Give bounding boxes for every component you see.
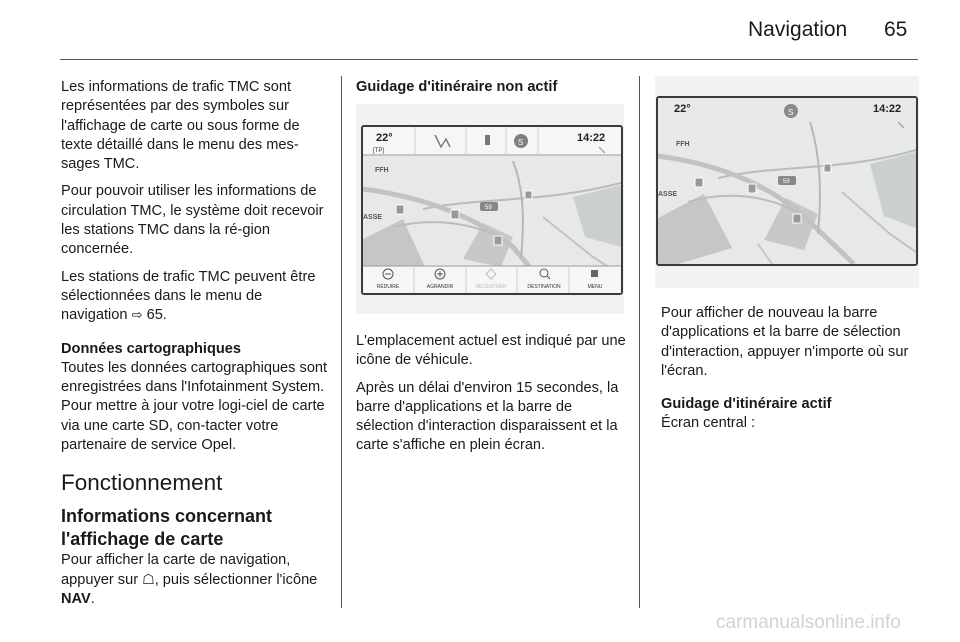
app-phone-icon[interactable] xyxy=(485,135,490,145)
paragraph-central-screen: Écran central : xyxy=(661,415,756,432)
paragraph-restore-bars: Pour afficher de nouveau la barre d'applications et la barre de sélection d'interaction, appuyer n'importe où sur l'écran. xyxy=(661,305,909,379)
show-map-text-a: Pour afficher la carte de navigation, appuyer sur xyxy=(61,552,291,588)
infotainment-screen-with-bars xyxy=(361,125,623,295)
paragraph-map-data: Toutes les données cartographiques sont enregistrées dans l'Infotainment System. Pour mettre à jour votre logi-ciel de carte via une carte SD, con-tacter votre partenaire de service Opel. xyxy=(61,359,328,454)
map-view-2 xyxy=(658,98,916,264)
column-2-body xyxy=(356,332,628,464)
header-rule xyxy=(60,59,918,60)
paragraph-tmc-menu-text: Les stations de trafic TMC peuvent être sélectionnées dans le menu de navigation xyxy=(61,268,316,324)
column-divider-2 xyxy=(639,76,640,608)
cross-reference-link[interactable]: 65. xyxy=(146,307,167,324)
tp-label: [TP] xyxy=(373,148,385,154)
zoom-in-label: AGRANDIR xyxy=(426,284,454,290)
poi-marker-3-icon-2 xyxy=(824,164,831,172)
home-icon: ☖ xyxy=(142,571,155,588)
map-label-ffh-2: FFH xyxy=(676,141,690,148)
cross-reference-arrow-icon: ⇨ xyxy=(131,308,143,324)
subheading-route-inactive: Guidage d'itinéraire non actif xyxy=(356,79,558,95)
paragraph-vehicle-icon: L'emplacement actuel est indiqué par une icône de véhicule. xyxy=(356,333,626,369)
poi-marker-1-icon xyxy=(396,205,404,214)
subsection-heading: Informations concernant l'affichage de carte xyxy=(61,506,273,550)
show-map-text-b: , puis sélectionner l'icône xyxy=(154,571,318,588)
poi-marker-3-icon xyxy=(525,191,532,199)
clock-label: 14:22 xyxy=(577,132,606,144)
map-label-asse: ASSE xyxy=(363,214,383,221)
column-1 xyxy=(61,78,331,617)
menu-icon xyxy=(591,270,598,277)
zoom-out-label: RÉDUIRE xyxy=(376,284,400,290)
page-number: 65 xyxy=(884,18,908,41)
map-label-ffh: FFH xyxy=(375,167,389,174)
road-number-label: 59 xyxy=(485,205,492,211)
menu-label: MENU xyxy=(587,284,603,290)
destination-label: DESTINATION xyxy=(527,284,561,290)
source-badge-label: S xyxy=(518,138,524,147)
recenter-label: RECENTRER xyxy=(475,284,507,290)
infotainment-screen-fullscreen xyxy=(656,96,918,266)
poi-marker-1-icon-2 xyxy=(695,178,703,187)
temperature-label: 22° xyxy=(376,132,393,144)
road-number-label-2: 59 xyxy=(783,179,790,185)
source-badge-label-2: S xyxy=(788,108,794,117)
column-2 xyxy=(356,78,628,97)
show-map-text-end: . xyxy=(90,590,95,607)
paragraph-tmc-symbols: Les informations de trafic TMC sont représentées par des symboles sur l'affichage de carte ou sous forme de texte détaillé dans le menu des mes-sages TMC. xyxy=(61,79,300,173)
vehicle-position-icon-2 xyxy=(793,214,801,223)
watermark: carmanualsonline.info xyxy=(716,612,901,633)
poi-marker-2-icon xyxy=(451,210,459,219)
paragraph-auto-hide: Après un délai d'environ 15 secondes, la barre d'applications et la barre de sélection d'interaction disparaissent et la carte s'affiche en plein écran. xyxy=(356,379,619,454)
paragraph-show-map xyxy=(61,551,331,609)
subheading-map-data: Données cartographiques xyxy=(61,340,242,357)
temperature-label-2: 22° xyxy=(674,103,691,115)
clock-label-2: 14:22 xyxy=(873,103,902,115)
nav-label: NAV xyxy=(61,590,91,607)
map-view-1 xyxy=(363,127,621,293)
poi-marker-2-icon-2 xyxy=(748,184,756,193)
column-divider-1 xyxy=(341,76,342,608)
section-heading: Fonctionnement xyxy=(61,470,223,496)
map-label-asse-2: ASSE xyxy=(658,191,678,198)
paragraph-tmc-menu xyxy=(61,268,331,326)
vehicle-position-icon xyxy=(494,236,502,245)
paragraph-tmc-stations: Pour pouvoir utiliser les informations de circulation TMC, le système doit recevoir les stations TMC dans la ré-gion concernée. xyxy=(61,183,324,258)
running-header-title: Navigation xyxy=(748,18,848,41)
column-3 xyxy=(661,304,923,442)
subheading-route-active: Guidage d'itinéraire actif xyxy=(661,396,832,413)
